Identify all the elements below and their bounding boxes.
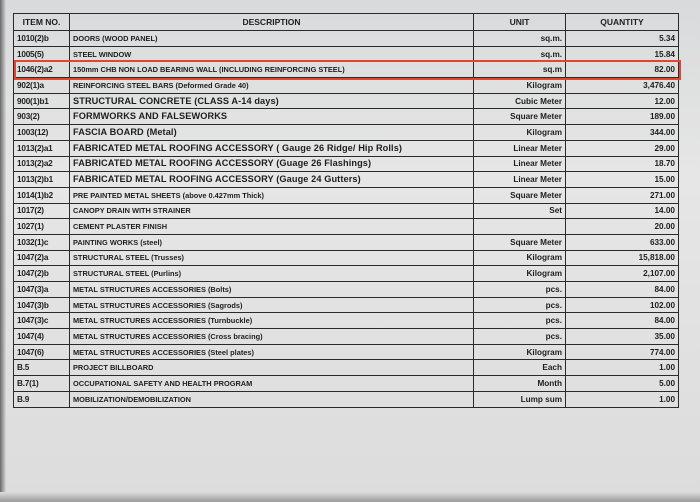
table-row bbox=[14, 140, 679, 156]
unit-cell: Lump sum bbox=[474, 391, 566, 407]
unit-cell bbox=[474, 219, 566, 235]
table-row bbox=[14, 187, 679, 203]
unit-cell: Kilogram bbox=[474, 344, 566, 360]
unit-cell: Month bbox=[474, 376, 566, 392]
unit-cell: Square Meter bbox=[474, 234, 566, 250]
table-row bbox=[14, 172, 679, 188]
unit-cell: sq.m. bbox=[474, 46, 566, 62]
description-cell: CEMENT PLASTER FINISH bbox=[70, 219, 474, 235]
unit-cell: Square Meter bbox=[474, 109, 566, 125]
item-no-cell: 902(1)a bbox=[14, 78, 70, 94]
table-row bbox=[14, 156, 679, 172]
quantity-cell: 84.00 bbox=[566, 313, 679, 329]
description-cell: 150mm CHB NON LOAD BEARING WALL (INCLUDING REINFORCING STEEL) bbox=[70, 62, 474, 78]
description-cell: MOBILIZATION/DEMOBILIZATION bbox=[70, 391, 474, 407]
quantity-cell: 5.34 bbox=[566, 31, 679, 47]
item-no-cell: 1013(2)a1 bbox=[14, 140, 70, 156]
unit-cell: pcs. bbox=[474, 282, 566, 298]
description-cell: METAL STRUCTURES ACCESSORIES (Turnbuckle) bbox=[70, 313, 474, 329]
description-cell: REINFORCING STEEL BARS (Deformed Grade 40) bbox=[70, 78, 474, 94]
table-row bbox=[14, 360, 679, 376]
description-cell: METAL STRUCTURES ACCESSORIES (Bolts) bbox=[70, 282, 474, 298]
quantity-cell: 5.00 bbox=[566, 376, 679, 392]
quantity-cell: 774.00 bbox=[566, 344, 679, 360]
item-no-cell: 1010(2)b bbox=[14, 31, 70, 47]
description-cell: PROJECT BILLBOARD bbox=[70, 360, 474, 376]
description-cell: FORMWORKS AND FALSEWORKS bbox=[70, 109, 474, 125]
quantity-cell: 12.00 bbox=[566, 93, 679, 109]
unit-cell: sq.m bbox=[474, 62, 566, 78]
item-no-cell: 1005(5) bbox=[14, 46, 70, 62]
quantity-cell: 2,107.00 bbox=[566, 266, 679, 282]
unit-cell: Linear Meter bbox=[474, 140, 566, 156]
item-no-cell: 1027(1) bbox=[14, 219, 70, 235]
quantity-cell: 82.00 bbox=[566, 62, 679, 78]
description-cell: OCCUPATIONAL SAFETY AND HEALTH PROGRAM bbox=[70, 376, 474, 392]
unit-cell: pcs. bbox=[474, 313, 566, 329]
description-cell: STRUCTURAL CONCRETE (CLASS A-14 days) bbox=[70, 93, 474, 109]
quantity-cell: 189.00 bbox=[566, 109, 679, 125]
quantity-cell: 14.00 bbox=[566, 203, 679, 219]
bill-of-quantities-table bbox=[13, 13, 679, 408]
item-no-cell: 1003(12) bbox=[14, 125, 70, 141]
description-cell: METAL STRUCTURES ACCESSORIES (Steel plates) bbox=[70, 344, 474, 360]
unit-cell: Kilogram bbox=[474, 250, 566, 266]
item-no-cell: 1013(2)a2 bbox=[14, 156, 70, 172]
item-no-cell: 1047(2)b bbox=[14, 266, 70, 282]
table-row bbox=[14, 282, 679, 298]
quantity-cell: 1.00 bbox=[566, 391, 679, 407]
unit-cell: pcs. bbox=[474, 329, 566, 345]
quantity-cell: 84.00 bbox=[566, 282, 679, 298]
quantity-cell: 35.00 bbox=[566, 329, 679, 345]
table-row bbox=[14, 329, 679, 345]
quantity-cell: 29.00 bbox=[566, 140, 679, 156]
unit-cell: Linear Meter bbox=[474, 172, 566, 188]
table-row bbox=[14, 344, 679, 360]
header-unit: UNIT bbox=[474, 14, 566, 31]
header-description: DESCRIPTION bbox=[70, 14, 474, 31]
quantity-cell: 18.70 bbox=[566, 156, 679, 172]
table-row bbox=[14, 391, 679, 407]
header-quantity: QUANTITY bbox=[566, 14, 679, 31]
item-no-cell: 1046(2)a2 bbox=[14, 62, 70, 78]
unit-cell: Cubic Meter bbox=[474, 93, 566, 109]
item-no-cell: 1014(1)b2 bbox=[14, 187, 70, 203]
quantity-cell: 20.00 bbox=[566, 219, 679, 235]
table-row bbox=[14, 109, 679, 125]
table-row bbox=[14, 93, 679, 109]
item-no-cell: 1013(2)b1 bbox=[14, 172, 70, 188]
description-cell: PRE PAINTED METAL SHEETS (above 0.427mm Thick) bbox=[70, 187, 474, 203]
page-shadow-left bbox=[0, 0, 6, 502]
table-row bbox=[14, 234, 679, 250]
unit-cell: pcs. bbox=[474, 297, 566, 313]
quantity-cell: 633.00 bbox=[566, 234, 679, 250]
header-item-no: ITEM NO. bbox=[14, 14, 70, 31]
unit-cell: sq.m. bbox=[474, 31, 566, 47]
item-no-cell: 1047(3)a bbox=[14, 282, 70, 298]
table-row bbox=[14, 46, 679, 62]
unit-cell: Kilogram bbox=[474, 78, 566, 94]
item-no-cell: 900(1)b1 bbox=[14, 93, 70, 109]
unit-cell: Linear Meter bbox=[474, 156, 566, 172]
table-row bbox=[14, 31, 679, 47]
description-cell: DOORS (WOOD PANEL) bbox=[70, 31, 474, 47]
item-no-cell: B.7(1) bbox=[14, 376, 70, 392]
item-no-cell: 1047(3)c bbox=[14, 313, 70, 329]
table-header-row bbox=[14, 14, 679, 31]
item-no-cell: 1017(2) bbox=[14, 203, 70, 219]
unit-cell: Kilogram bbox=[474, 125, 566, 141]
table-row bbox=[14, 376, 679, 392]
quantity-cell: 15.00 bbox=[566, 172, 679, 188]
item-no-cell: 903(2) bbox=[14, 109, 70, 125]
description-cell: STRUCTURAL STEEL (Purlins) bbox=[70, 266, 474, 282]
description-cell: FASCIA BOARD (Metal) bbox=[70, 125, 474, 141]
unit-cell: Each bbox=[474, 360, 566, 376]
quantity-cell: 344.00 bbox=[566, 125, 679, 141]
table-row bbox=[14, 125, 679, 141]
table-row bbox=[14, 250, 679, 266]
table-row bbox=[14, 62, 679, 78]
description-cell: METAL STRUCTURES ACCESSORIES (Sagrods) bbox=[70, 297, 474, 313]
quantity-cell: 102.00 bbox=[566, 297, 679, 313]
unit-cell: Kilogram bbox=[474, 266, 566, 282]
unit-cell: Set bbox=[474, 203, 566, 219]
description-cell: METAL STRUCTURES ACCESSORIES (Cross bracing) bbox=[70, 329, 474, 345]
item-no-cell: 1047(6) bbox=[14, 344, 70, 360]
description-cell: STEEL WINDOW bbox=[70, 46, 474, 62]
item-no-cell: 1047(3)b bbox=[14, 297, 70, 313]
unit-cell: Square Meter bbox=[474, 187, 566, 203]
item-no-cell: 1047(2)a bbox=[14, 250, 70, 266]
table-row bbox=[14, 266, 679, 282]
description-cell: FABRICATED METAL ROOFING ACCESSORY ( Gauge 26 Ridge/ Hip Rolls) bbox=[70, 140, 474, 156]
table-row bbox=[14, 297, 679, 313]
item-no-cell: 1047(4) bbox=[14, 329, 70, 345]
quantity-cell: 3,476.40 bbox=[566, 78, 679, 94]
description-cell: FABRICATED METAL ROOFING ACCESSORY (Guage 26 Flashings) bbox=[70, 156, 474, 172]
quantity-cell: 1.00 bbox=[566, 360, 679, 376]
table-row bbox=[14, 313, 679, 329]
description-cell: STRUCTURAL STEEL (Trusses) bbox=[70, 250, 474, 266]
item-no-cell: B.5 bbox=[14, 360, 70, 376]
table-row bbox=[14, 219, 679, 235]
description-cell: CANOPY DRAIN WITH STRAINER bbox=[70, 203, 474, 219]
quantity-cell: 15,818.00 bbox=[566, 250, 679, 266]
quantity-cell: 15.84 bbox=[566, 46, 679, 62]
quantity-cell: 271.00 bbox=[566, 187, 679, 203]
table-row bbox=[14, 203, 679, 219]
page-shadow-bottom bbox=[0, 492, 700, 502]
table-row bbox=[14, 78, 679, 94]
item-no-cell: 1032(1)c bbox=[14, 234, 70, 250]
item-no-cell: B.9 bbox=[14, 391, 70, 407]
description-cell: PAINTING WORKS (steel) bbox=[70, 234, 474, 250]
description-cell: FABRICATED METAL ROOFING ACCESSORY (Gauge 24 Gutters) bbox=[70, 172, 474, 188]
